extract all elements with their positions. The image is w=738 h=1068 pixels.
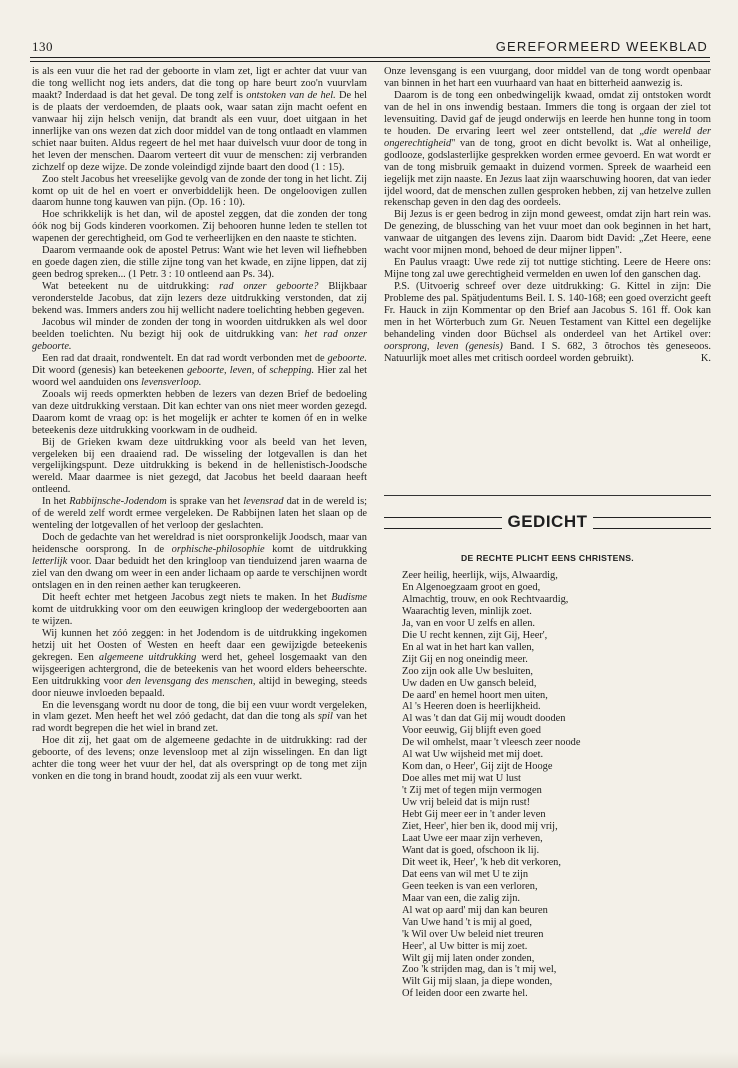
italic-phrase: den levensgang des menschen, <box>125 675 256 687</box>
poem-line: Ja, van en voor U zelfs en allen. <box>402 617 536 629</box>
poem-line: Doe alles met mij wat U lust <box>402 773 521 785</box>
paragraph: Jacobus wil minder de zonden der tong in woorden uitdrukken als wel door beelden toelichten. Nu bezigt hij ook de uitdrukking van: het rad onzer geboorte. <box>32 317 367 352</box>
poem-line: De wil omhelst, maar 't vleesch zeer noode <box>402 737 581 749</box>
poem-line: Geen teeken is van een verloren, <box>402 880 538 892</box>
paragraph: Dit heeft echter met hetgeen Jacobus zegt niets te maken. In het Budisme komt de uitdrukking voor om den eeuwigen kringloop der wedergeboorten aan te wijzen. <box>32 591 367 627</box>
poem-line: En al wat in het hart kan vallen, <box>402 641 535 653</box>
paragraph: Hoe dit zij, het gaat om de algemeene gedachte in de uitdrukking: rad der geboorte, of des levens; onze levensloop met al zijn wisselingen. En dan ligt achter die tong weer het vuur der hel, dat als overspringt op de tong met zijn vonken en die tong in brand houdt, zoodat zij als een vuur werkt. <box>32 735 367 783</box>
right-column <box>384 66 711 365</box>
italic-phrase: oorsprong, leven (genesis) <box>384 340 503 352</box>
paragraph: Wij kunnen het zóó zeggen: in het Jodendom is de uitdrukking ingekomen hetzij uit het Oosten of Westen en heeft daar een gewijzigde beteekenis gekregen. Een algemeene uitdrukking werd het, geheel losgemaakt van den wijsgeerigen achtergrond, die de beteekenis van het woord elders beheerschte. Een uitdrukking voor den levensgang des menschen, altijd in beweging, steeds door nieuwe invloeden bepaald. <box>32 627 367 699</box>
paragraph: Doch de gedachte van het wereldrad is niet oorspronkelijk Joodsch, maar van heidensche oorsprong. In de orphische-philosophie komt de uitdrukking letterlijk voor. Daar beduidt het den kringloop van tienduizend jaren waarna de ziel van den dwang om weer in een ander lichaam op aarde te verschijnen wordt ontslagen en in den reinen aether kan terugkeeren. <box>32 532 367 591</box>
paragraph: En Paulus vraagt: Uwe rede zij tot nuttige stichting. Leere de Heere ons: Mijne tong zal uwe gerechtigheid vermelden en uwen lof den ganschen dag. <box>384 257 711 281</box>
italic-phrase: die wereld der ongerechtigheid <box>384 125 711 149</box>
author-initial: K. <box>700 352 711 364</box>
italic-phrase: schepping. <box>269 364 315 376</box>
poem-line: Waarachtig leven, minlijk zoet. <box>402 605 532 617</box>
poem-line: Hebt Gij meer eer in 't ander leven <box>402 809 546 821</box>
page-number: 130 <box>32 39 53 54</box>
poem-line: En Algenoegzaam groot en goed, <box>402 581 541 593</box>
paragraph: P.S. (Uitvoerig schreef over deze uitdrukking: G. Kittel in zijn: Die Probleme des pal. Spätjudentums Beil. I. S. 140-168; een goed overzicht geeft Fr. Hauck in zijn Kommentar op den Brief aan Jacobus S. 161 ff. Ook kan men in het Wörterbuch zum Gr. Neuen Testament van Kittel een degelijke behandeling vinden door Büchsel als onderdeel van het Artikel over: oorsprong, leven (genesis) Band. I S. 682, 3 ŏtrochos tès geneseoos. Natuurlijk moet alles met critisch oordeel worden gebruikt). K. <box>384 281 712 364</box>
poem-line: Al wat Uw wijsheid met mij doet. <box>402 749 544 761</box>
italic-phrase: Rabbijnsche-Jodendom <box>69 496 167 508</box>
poem-body <box>402 570 702 1000</box>
poem-line: Zoo 'k strijden mag, dan is 't mij wel, <box>402 964 557 976</box>
header-rule-thin <box>30 61 710 62</box>
paragraph: Een rad dat draait, rondwentelt. En dat rad wordt verbonden met de geboorte. Dit woord (genesis) kan beteekenen geboorte, leven, of schepping. Hier zal het woord wel aanduiden ons levensverloop. <box>32 352 367 388</box>
italic-phrase: geboorte, leven, <box>187 364 255 376</box>
poem-line: Voor eeuwig, Gij blijft even goed <box>402 725 541 737</box>
poem-line: Zeer heilig, heerlijk, wijs, Alwaardig, <box>402 570 558 581</box>
paragraph: Onze levensgang is een vuurgang, door middel van de tong wordt openbaar van binnen in het hart een vuurhaard van haat en bitterheid aanwezig is. <box>384 66 711 89</box>
poem-line: Al wat op aard' mij dan kan beuren <box>402 904 548 916</box>
italic-phrase: ontstoken van de hel. <box>246 89 336 101</box>
poem-line: Van Uwe hand 't is mij al goed, <box>402 916 532 928</box>
italic-phrase: letterlijk <box>32 556 68 568</box>
poem-line: Almachtig, trouw, en ook Rechtvaardig, <box>402 593 569 605</box>
poem-line: 't Zij met of tegen mijn vermogen <box>402 785 542 797</box>
section-divider <box>384 495 711 496</box>
paragraph: In het Rabbijnsche-Jodendom is sprake van het levensrad dat in de wereld is; of de wereld zelf wordt ermee vergeleken. De Rabbijnen laten het slaan op de wenteling der lotgevallen of het verloop der geslachten. <box>32 496 367 532</box>
poem-line: Laat Uwe eer maar zijn verheven, <box>402 832 543 844</box>
poem-line: Zoo zijn ook alle Uw besluiten, <box>402 665 534 677</box>
poem-line: Uw vrij beleid dat is mijn rust! <box>402 797 531 809</box>
paragraph: Wat beteekent nu de uitdrukking: rad onzer geboorte? Blijkbaar veronderstelde Jacobus, dat zijn lezers deze uitdrukking verstonden, dat zij bekend was. Immers anders zou hij wellicht nadere toelichting hebben gegeven. <box>32 281 368 317</box>
left-column <box>32 66 367 783</box>
poem-line: Wilt gij mij laten onder zonden, <box>402 952 535 964</box>
banner-rule-left <box>384 517 502 529</box>
poem-line: Wilt Gij mij slaan, ja diepe wonden, <box>402 976 553 988</box>
italic-phrase: geboorte. <box>327 352 367 364</box>
poem-line: Kom dan, o Heer', Gij zijt de Hooge <box>402 761 553 773</box>
poem-line: Ziet, Heer', hier ben ik, dood mij vrij, <box>402 821 558 833</box>
italic-phrase: levensverloop. <box>141 376 202 388</box>
paragraph: En die levensgang wordt nu door de tong, die bij een vuur wordt vergeleken, in vlam gezet. Men heeft het wel zóó gedacht, dat dan die tong als spil van het rad wordt begrepen die het wiel in brand zet. <box>32 699 367 735</box>
paragraph: is als een vuur die het rad der geboorte in vlam zet, ligt er achter dat vuur van die tong wellicht nog iets anders, dat die tong op hare beurt zoo'n vuurvlam maakt? Inderdaad is dat het geval. De tong zelf is ontstoken van de hel. De hel is de plaats der verdoemden, de plaats ook, waar satan zijn macht oefent en vanwaar hij zijn helsch venijn, dat brandt als een vuur, doet uitgaan in het innerlijke van ons wezen dat zich door middel van de tong ontlaadt en vlammen schiet naar buiten. Aldus regeert de hel met haar duivelsch vuur door de tong in het leven der menschen. Daarom verteert dit vuur de menschen: zij verbranden zichzelf op deze wijze. De zonde voleindigd zijnde baart den dood (1 : 15). <box>32 66 368 173</box>
poem-title: DE RECHTE PLICHT EENS CHRISTENS. <box>461 553 634 563</box>
header-rule <box>30 57 710 58</box>
gedicht-banner <box>384 504 711 544</box>
poem-line: Dat eens van wil met U te zijn <box>402 868 529 880</box>
poem-line: De aard' en hemel hoort men uiten, <box>402 689 548 701</box>
poem-line: Maar van een, die zalig zijn. <box>402 892 520 904</box>
poem-line: Al was 't dan dat Gij mij woudt dooden <box>402 713 566 725</box>
italic-phrase: levensrad <box>243 496 284 508</box>
poem-line: Al 's Heeren doen is heerlijkheid. <box>402 701 541 713</box>
poem-line: Heer', al Uw bitter is mij zoet. <box>402 940 528 952</box>
gedicht-heading: GEDICHT <box>507 512 588 531</box>
paragraph: Bij de Grieken kwam deze uitdrukking voor als beeld van het leven, vergeleken bij een draaiend rad. De wisseling der lotgevallen is dan het vergelijkingspunt. Deze uitdrukking is bekend in de hellenistisch-Joodsche wereld. Maar daarmee is niet gezegd, dat Jacobus het beeld daaraan heeft ontleend. <box>32 436 367 496</box>
publication-title: GEREFORMEERD WEEKBLAD <box>495 39 708 54</box>
paragraph: Daarom vermaande ook de apostel Petrus: Want wie het leven wil liefhebben en goede dagen zien, die stille zijne tong van het kwade, en zijne lippen, dat zij geen bedrog spreken... (1 Petr. 3 : 10 ontleend aan Ps. 34). <box>32 245 367 281</box>
poem-line: Zijt Gij en nog oneindig meer. <box>402 653 528 665</box>
poem-line: Die U recht kennen, zijt Gij, Heer', <box>402 629 548 641</box>
banner-rule-right <box>593 517 711 529</box>
poem-line: Want dat is goed, ofschoon ik lij. <box>402 844 540 856</box>
paragraph: Daarom is de tong een onbedwingelijk kwaad, omdat zij ontstoken wordt van de hel in ons inwendig bestaan. Immers die tong is orgaan der ziel tot levensuiting. David gaf de jeugd onderwijs en leerde hen hunne tong in toom te houden. De ervaring leert wel zeer ontstellend, dat „die wereld der ongerechtigheid" van de tong, groot en dicht bevolkt is. Wat al onheilige, godlooze, godslasterlijke gesprekken worden ermee gevoerd. En wat wordt er van de tong misbruik gemaakt in duizend vormen. Spreek de waarheid een iegelijk met zijn naaste. En Jezus laat zijn waarschuwing hooren, dat van ieder ijdel woord, dat de menschen zullen gesproken hebben, zij van hetzelve zullen rekenschap geven in den dag des oordeels. <box>384 89 711 209</box>
paragraph: Hoe schrikkelijk is het dan, wil de apostel zeggen, dat die zonden der tong óók nog bij Gods kinderen voorkomen. Zij behooren hunne leden te stellen tot wapenen der gerechtigheid, om God te verheerlijken en den naaste te stichten. <box>32 209 367 245</box>
poem-line: Dit weet ik, Heer', 'k heb dit verkoren, <box>402 856 561 868</box>
italic-phrase: spil <box>317 711 333 723</box>
italic-phrase: rad onzer geboorte? <box>219 281 319 293</box>
italic-phrase: het rad onzer geboorte. <box>32 328 367 352</box>
paragraph: Zoo stelt Jacobus het vreeselijke gevolg van de zonde der tong in het licht. Zij komt op uit de hel en voert er onverbiddelijk heen. De ongeloovigen zullen daarom hunne tong kauwen van pijn. (Op. 16 : 10). <box>32 173 367 209</box>
page-edge <box>0 1052 738 1068</box>
italic-phrase: orphische-philosophie <box>171 544 265 556</box>
italic-phrase: Budisme <box>331 591 367 603</box>
italic-phrase: algemeene uitdrukking <box>98 651 197 663</box>
poem-line: 'k Wil over Uw beleid niet treuren <box>402 928 544 940</box>
paragraph: Zooals wij reeds opmerkten hebben de lezers van dezen Brief de bedoeling van deze uitdrukking verstaan. Dit kan echter van ons niet meer worden gezegd. Daarom komt de vraag op: is het mogelijk er achter te komen óf en in welke beteekenis deze uitdrukking voorkwam in de oudheid. <box>32 388 367 436</box>
paragraph: Bij Jezus is er geen bedrog in zijn mond geweest, omdat zijn hart rein was. De genezing, de blussching van het vuur moet dan ook beginnen in het hart, vanwaar de uitgangen des levens zijn. Daarom bidt David: „Zet Heere, eene wacht voor mijnen mond, behoed de deur mijner lippen". <box>384 209 711 257</box>
article-continuation <box>384 66 711 365</box>
poem-line: Uw daden en Uw gansch beleid, <box>402 677 537 689</box>
poem-line: Of leiden door een zwarte hel. <box>402 988 528 1000</box>
